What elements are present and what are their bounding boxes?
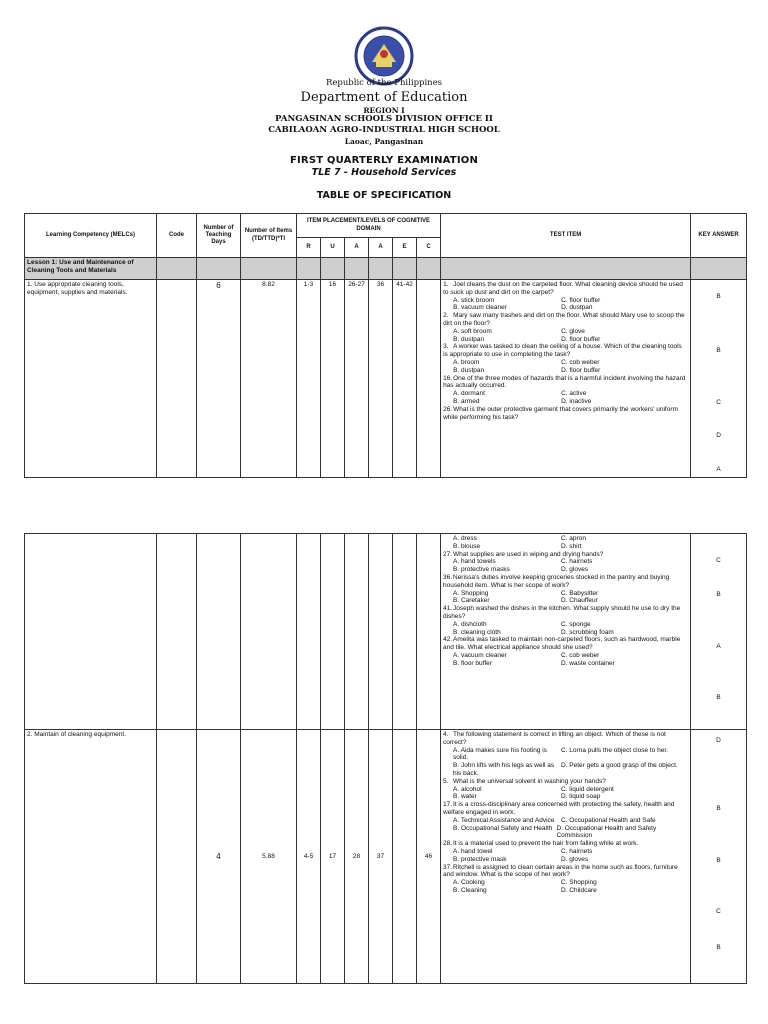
question-42: 42.Amelita was tasked to maintain non-carpeted floors, such as hardwood, marble and tile. What electrical appliance should she used? [443,636,681,652]
col-code: Code [157,214,197,258]
school-line: CABILAOAN AGRO-INDUSTRIAL HIGH SCHOOL [268,125,500,135]
question-26: 26.What is the outer protective garment that covers primarily the workers' uniform while performing his task? [443,405,678,421]
col-competency: Learning Competency (MELCs) [25,214,157,258]
key-q2: B [716,346,721,354]
comp1-r: 1-3 [297,280,321,478]
question-1: 1. Joel cleans the dust on the carpeted floor. What cleaning device should he used to suck up dust and dirt on the carpet? [443,281,683,296]
col-r: R [297,238,321,258]
question-41: 41.Joseph washed the dishes in the kitchen. What supply should he use to dry the dishes? [443,605,681,620]
key-cell-2 [691,534,747,730]
comp2-items: 5.88 [241,730,297,984]
question-3: 3. A worker was tasked to clean the ceiling of a house. Which of the cleaning tools is appropriate to use in completing the task? [443,343,682,359]
col-a1: A [345,238,369,258]
subject-title: TLE 7 - Household Services [311,167,457,178]
comp1-a1: 26-27 [345,280,369,478]
col-days: Number of Teaching Days [197,214,241,258]
comp1-items: 8.82 [241,280,297,478]
col-u: U [321,238,345,258]
comp2-a1: 28 [345,730,369,984]
exam-title: FIRST QUARTERLY EXAMINATION [289,155,479,166]
comp2-c: 46 [417,730,441,984]
test-items-cell-3: 4. The following statement is correct in lifting an object. Which of these is not correct? A. Aida makes sure his footing is solid. C. Lorna pulls the object close to her. B. John lifts with his legs as well as his back. D. Peter gets a good grasp of the object. 5. What is the universal solvent in washing your hands? A. alcohol C. liquid detergent B. water D. liquid soap 17.It is a cross-disciplinary area concerned with protecting the safety, health and welfare engaged in work. A. Technical Assistance and Advice C. Occupational Health and Safe B. Occupational Safety and Health D. Occupational Health and Safety Commission 28.It is a material used to prevent the hair from falling while at work. A. hand towel C. hairnets B. protective mask D. gloves 37.Ritchell is assigned to clean certain areas in the home such as floors, furniture and window. What is the scope of her work? A. Cooking C. Shopping B. Cleaning D. Childcare [441,730,691,984]
col-a2: A [369,238,393,258]
key-cell-3 [691,730,747,984]
key-q36: B [716,590,721,598]
key-q26: A [716,466,721,474]
tos-table-page1 [24,213,747,478]
key-q28: C [716,908,721,916]
comp1-u: 16 [321,280,345,478]
key-q42: B [716,694,721,702]
key-q27: C [716,557,721,564]
tos-title: TABLE OF SPECIFICATION [316,190,452,201]
comp2-r: 4-5 [297,730,321,984]
comp1-e: 41-42 [393,280,417,478]
question-17: 17.It is a cross-disciplinary area concerned with protecting the safety, health and welfare engaged in work. [443,801,675,816]
key-q1: B [716,293,721,300]
test-items-cell-2: A. dress C. apron B. blouse D. shirt 27.What supplies are used in wiping and drying hands? A. hand towels C. hairnets B. protective masks D. gloves 36.Nerissa's duties involve keeping groceries stocked in the pantry and buying household item. What is her scope of work? A. Shopping C. Babysitter B. Caretaker D. Chauffeur 41.Joseph washed the dishes in the kitchen. What supply should he use to dry the dishes? A. dishcloth C. sponge B. cleaning cloth D. scrubbing foam 42.Amelita was tasked to maintain non-carpeted floors, such as hardwood, marble and tile. What electrical appliance should she used? A. vacuum cleaner C. cob weber B. floor buffer D. waste container [441,534,691,730]
test-items-cell-1: 1. Joel cleans the dust on the carpeted floor. What cleaning device should he used to suck up dust and dirt on the carpet? A. stick broom C. floor buffer B. vacuum cleaner D. dustpan 2. Mary saw many trashes and dirt on the floor. What should Mary use to scoop the dirt on the floor? A. soft broom C. glove B. dustpan D. floor buffer 3. A worker was tasked to clean the ceiling of a house. Which of the cleaning tools is appropriate to use in completing the task? A. broom C. cob weber B. dustpan D. floor buffer 16.One of the three modes of hazards that is a harmful incident involving the hazard has actually occurred. A. dormant C. active B. armed D. inactive 26.What is the outer protective garment that covers primarily the workers' uniform while performing his task? [441,280,691,478]
col-test-item: TEST ITEM [441,214,691,258]
col-e: E [393,238,417,258]
comp2-days: 4 [197,730,241,984]
republic-line: Republic of the Philippines [325,78,443,88]
question-27: 27.What supplies are used in wiping and drying hands? [443,550,604,558]
question-4: 4. The following statement is correct in lifting an object. Which of these is not correct? [443,731,666,746]
key-q4: D [716,737,721,744]
col-key: KEY ANSWER [691,214,747,258]
department-line: Department of Education [300,90,468,105]
key-q5: B [716,804,721,812]
comp1-a2: 36 [369,280,393,478]
competency-2: 2. Maintain of cleaning equipment. [25,730,157,984]
comp2-e [393,730,417,984]
lesson-title: Lesson 1: Use and Maintenance of Cleaning Tools and Materials [25,258,157,280]
division-line: PANGASINAN SCHOOLS DIVISION OFFICE II [275,114,493,124]
competency-1: 1. Use appropriate cleaning tools, equipment, supplies and materials. [25,280,157,478]
deped-seal-icon [354,26,414,86]
question-37: 37.Ritchell is assigned to clean certain areas in the home such as floors, furniture and window. What is the scope of her work? [443,863,678,879]
col-c: C [417,238,441,258]
key-q37: B [716,944,721,952]
question-36: 36.Nerissa's duties involve keeping groceries stocked in the pantry and buying household item. What is her scope of work? [443,573,670,589]
key-q3: C [716,398,721,406]
region-line: REGION I [363,106,405,115]
col-items: Number of Items (TD/TTD)*TI [241,214,297,258]
comp1-c [417,280,441,478]
key-q17: B [716,856,721,864]
tos-table-page2 [24,533,747,984]
comp2-a2: 37 [369,730,393,984]
comp2-u: 17 [321,730,345,984]
question-5: 5. What is the universal solvent in washing your hands? [443,777,606,785]
key-cell-1 [691,280,747,478]
col-placement: ITEM PLACEMENT/LEVELS OF COGNITIVE DOMAIN [297,214,441,238]
question-28: 28.It is a material used to prevent the hair from falling while at work. [443,840,639,848]
question-16: 16.One of the three modes of hazards that is a harmful incident involving the hazard has actually occurred. [443,374,686,390]
key-q41: A [716,642,721,650]
question-2: 2. Mary saw many trashes and dirt on the floor. What should Mary use to scoop the dirt on the floor? [443,312,685,327]
location-line: Laoac, Pangasinan [344,137,424,146]
comp1-days: 6 [197,280,241,478]
key-q16: D [716,432,721,440]
